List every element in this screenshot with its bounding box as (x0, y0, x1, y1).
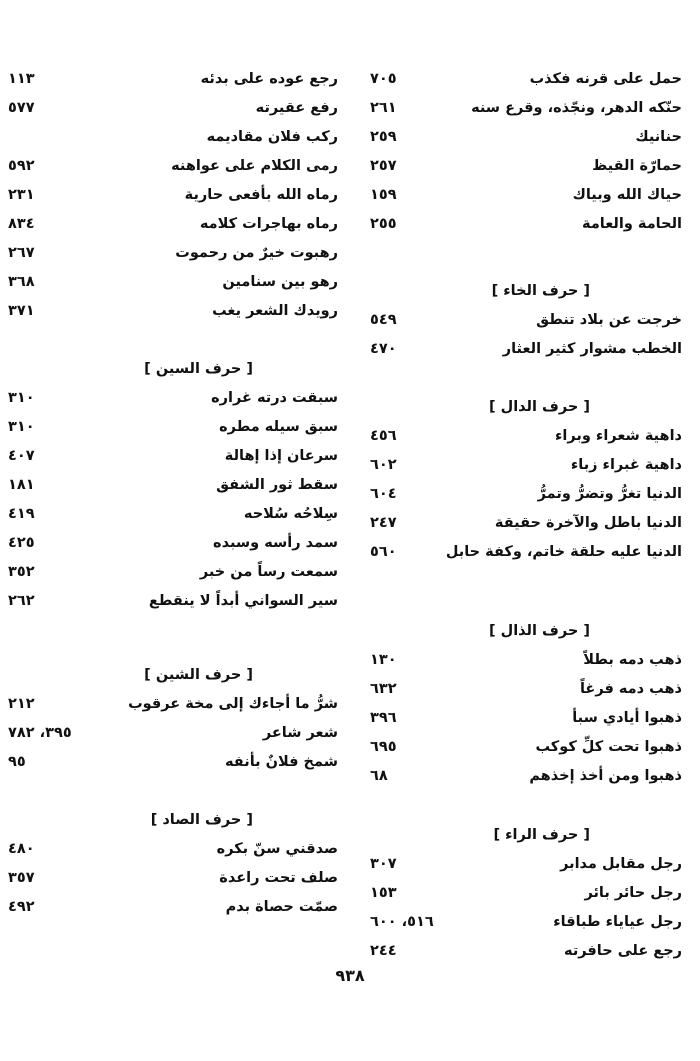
entry-page-numbers: ٤١٩ (8, 505, 35, 522)
section-header: [ حرف الدال ] (488, 398, 590, 415)
section-header: [ حرف الراء ] (493, 826, 590, 843)
entry-page-numbers: ٤٠٧ (8, 447, 35, 464)
entry-text: حمل على قرنه فكذب (529, 70, 682, 87)
index-entry (8, 718, 338, 747)
entry-page-numbers: ٥١٦، ٦٠٠ (370, 913, 434, 930)
index-entry (370, 645, 682, 674)
entry-text: داهية شعراء وبراء (555, 427, 682, 444)
entry-page-numbers: ٣٦٨ (8, 273, 35, 290)
index-entry (8, 180, 338, 209)
entry-page-numbers: ٢٣١ (8, 186, 35, 203)
entry-text: ذهب دمه فرغاً (579, 680, 682, 697)
entry-page-numbers: ٤٩٢ (8, 898, 35, 915)
section-header: [ حرف الذال ] (488, 622, 590, 639)
entry-page-numbers: ٣٥٧ (8, 869, 35, 886)
entry-page-numbers: ٤٥٦ (370, 427, 397, 444)
entry-page-numbers: ٢١٢ (8, 695, 35, 712)
entry-text: سبق سيله مطره (219, 418, 338, 435)
index-entry (370, 703, 682, 732)
entry-page-numbers: ٤٨٠ (8, 840, 35, 857)
entry-text: حنانيك (635, 128, 682, 145)
index-entry (370, 936, 682, 965)
entry-page-numbers: ٢٦٧ (8, 244, 35, 261)
entry-text: حنّكه الدهر، ونجّذه، وقرع سنه (471, 99, 682, 116)
index-entry (370, 732, 682, 761)
index-entry (370, 849, 682, 878)
entry-text: سبقت درته غراره (211, 389, 338, 406)
index-entry (8, 747, 338, 776)
entry-text: رجل مقابل مدابر (560, 855, 682, 872)
entry-text: شعر شاعر (262, 724, 338, 741)
entry-text: سقط ثور الشفق (216, 476, 338, 493)
index-entry (8, 441, 338, 470)
index-entry (370, 907, 682, 936)
index-entry (8, 557, 338, 586)
entry-page-numbers: ١٥٩ (370, 186, 397, 203)
entry-page-numbers: ٨٣٤ (8, 215, 35, 232)
entry-page-numbers: ٢٥٥ (370, 215, 397, 232)
index-section (8, 660, 338, 776)
entry-text: رويدك الشعر يغب (212, 302, 338, 319)
entry-page-numbers: ٢٦١ (370, 99, 397, 116)
entry-text: رهبوت خيرٌ من رحموت (175, 244, 338, 261)
index-section (370, 64, 682, 238)
entry-text: سرعان إذا إهالة (224, 447, 338, 464)
entry-page-numbers: ٥٩٢ (8, 157, 35, 174)
index-section (370, 276, 682, 363)
entry-text: ركب فلان مقاديمه (206, 128, 338, 145)
index-entry (370, 180, 682, 209)
index-entry (8, 834, 338, 863)
entry-page-numbers: ٣٩٦ (370, 709, 397, 726)
entry-text: الخطب مشوار كثير العثار (502, 340, 682, 357)
entry-text: صلف تحت راعدة (219, 869, 338, 886)
entry-page-numbers: ٦٠٢ (370, 456, 397, 473)
entry-text: صمّت حصاة بدم (225, 898, 338, 915)
entry-page-numbers: ٣٩٥، ٧٨٢ (8, 724, 72, 741)
entry-page-numbers: ٤٢٥ (8, 534, 35, 551)
entry-text: ذهبوا ومن أخذ إخذهم (529, 767, 682, 784)
entry-text: شمخ فلانٌ بأنفه (225, 753, 338, 770)
entry-page-numbers: ١٣٠ (370, 651, 397, 668)
index-entry (8, 586, 338, 615)
entry-page-numbers: ٣٥٢ (8, 563, 35, 580)
entry-page-numbers: ٢٦٢ (8, 592, 35, 609)
entry-page-numbers: ٥٤٩ (370, 311, 397, 328)
entry-text: رجع عوده على بدئه (200, 70, 338, 87)
entry-text: رجع على حافرته (564, 942, 682, 959)
entry-text: ذهب دمه بطلاً (583, 651, 682, 668)
index-entry (8, 238, 338, 267)
index-section (370, 616, 682, 790)
entry-page-numbers: ٢٤٤ (370, 942, 397, 959)
index-section (8, 64, 338, 325)
entry-text: شرُّ ما أجاءك إلى مخة عرقوب (128, 695, 338, 712)
index-entry (8, 412, 338, 441)
entry-text: سِلاحُه سُلاحه (243, 505, 338, 522)
entry-page-numbers: ٢٥٩ (370, 128, 397, 145)
index-entry (370, 479, 682, 508)
index-entry (8, 122, 338, 151)
index-entry (8, 209, 338, 238)
entry-text: سير السواني أبداً لا ينقطع (148, 592, 338, 609)
entry-page-numbers: ٣٠٧ (370, 855, 397, 872)
entry-page-numbers: ٢٤٧ (370, 514, 397, 531)
entry-text: سمد رأسه وسبده (213, 534, 338, 551)
index-entry (370, 305, 682, 334)
index-entry (8, 863, 338, 892)
index-entry (8, 151, 338, 180)
entry-text: الدنيا عليه حلقة خاتم، وكفة حابل (445, 543, 682, 560)
index-entry (370, 508, 682, 537)
entry-text: حياك الله وبياك (572, 186, 682, 203)
entry-text: رمى الكلام على عواهنه (171, 157, 338, 174)
section-header: [ حرف الشين ] (144, 666, 253, 683)
index-entry (8, 383, 338, 412)
entry-page-numbers: ١٨١ (8, 476, 35, 493)
entry-page-numbers: ٤٧٠ (370, 340, 397, 357)
index-entry (370, 334, 682, 363)
page-number: ٩٣٨ (335, 966, 365, 985)
entry-page-numbers: ١٥٣ (370, 884, 397, 901)
index-entry (370, 122, 682, 151)
index-entry (8, 470, 338, 499)
entry-page-numbers: ٦٨ (370, 767, 388, 784)
entry-text: سمعت رساً من خبر (199, 563, 338, 580)
entry-text: ذهبوا تحت كلِّ كوكب (535, 738, 682, 755)
index-entry (370, 761, 682, 790)
index-section (370, 820, 682, 965)
entry-text: الدنيا تغرُّ وتضرُّ وتمرُّ (537, 485, 682, 502)
section-header: [ حرف الصاد ] (150, 811, 253, 828)
index-entry (8, 892, 338, 921)
entry-page-numbers: ٩٥ (8, 753, 26, 770)
entry-page-numbers: ٣١٠ (8, 389, 35, 406)
index-entry (8, 689, 338, 718)
entry-page-numbers: ٧٠٥ (370, 70, 397, 87)
index-entry (8, 93, 338, 122)
index-section (8, 805, 338, 921)
entry-text: خرجت عن بلاد تنطق (536, 311, 682, 328)
entry-text: الدنيا باطل والآخرة حقيقة (494, 514, 682, 531)
entry-text: رماه الله بأفعى حارية (184, 186, 338, 203)
entry-text: رفع عقيرته (255, 99, 338, 116)
entry-text: حمارّة القيظ (592, 157, 682, 174)
entry-text: رجل حائر بائر (584, 884, 682, 901)
index-entry (370, 537, 682, 566)
entry-text: ذهبوا أيادي سبأ (572, 709, 682, 726)
index-entry (370, 209, 682, 238)
section-header: [ حرف الخاء ] (491, 282, 590, 299)
index-entry (8, 528, 338, 557)
index-entry (8, 267, 338, 296)
entry-page-numbers: ١١٣ (8, 70, 35, 87)
section-header: [ حرف السين ] (144, 360, 253, 377)
entry-text: داهية غبراء زباء (570, 456, 682, 473)
index-section (8, 354, 338, 615)
entry-text: الحامة والعامة (582, 215, 682, 232)
entry-text: صدقني سنّ بكره (216, 840, 338, 857)
index-entry (370, 450, 682, 479)
entry-text: رهو بين سنامين (222, 273, 338, 290)
entry-page-numbers: ٢٥٧ (370, 157, 397, 174)
entry-text: رماه بهاجرات كلامه (199, 215, 338, 232)
entry-page-numbers: ٦٠٤ (370, 485, 397, 502)
index-section (370, 392, 682, 566)
index-entry (370, 674, 682, 703)
index-entry (370, 93, 682, 122)
index-entry (370, 421, 682, 450)
entry-page-numbers: ٦٣٢ (370, 680, 397, 697)
index-entry (8, 499, 338, 528)
index-entry (370, 151, 682, 180)
index-entry (370, 64, 682, 93)
entry-page-numbers: ٥٧٧ (8, 99, 35, 116)
left-column (8, 64, 338, 921)
index-entry (370, 878, 682, 907)
right-column (370, 64, 682, 965)
entry-page-numbers: ٣١٠ (8, 418, 35, 435)
entry-page-numbers: ٥٦٠ (370, 543, 397, 560)
index-entry (8, 64, 338, 93)
entry-page-numbers: ٦٩٥ (370, 738, 397, 755)
index-entry (8, 296, 338, 325)
entry-page-numbers: ٣٧١ (8, 302, 35, 319)
entry-text: رجل عياياء طباقاء (553, 913, 682, 930)
